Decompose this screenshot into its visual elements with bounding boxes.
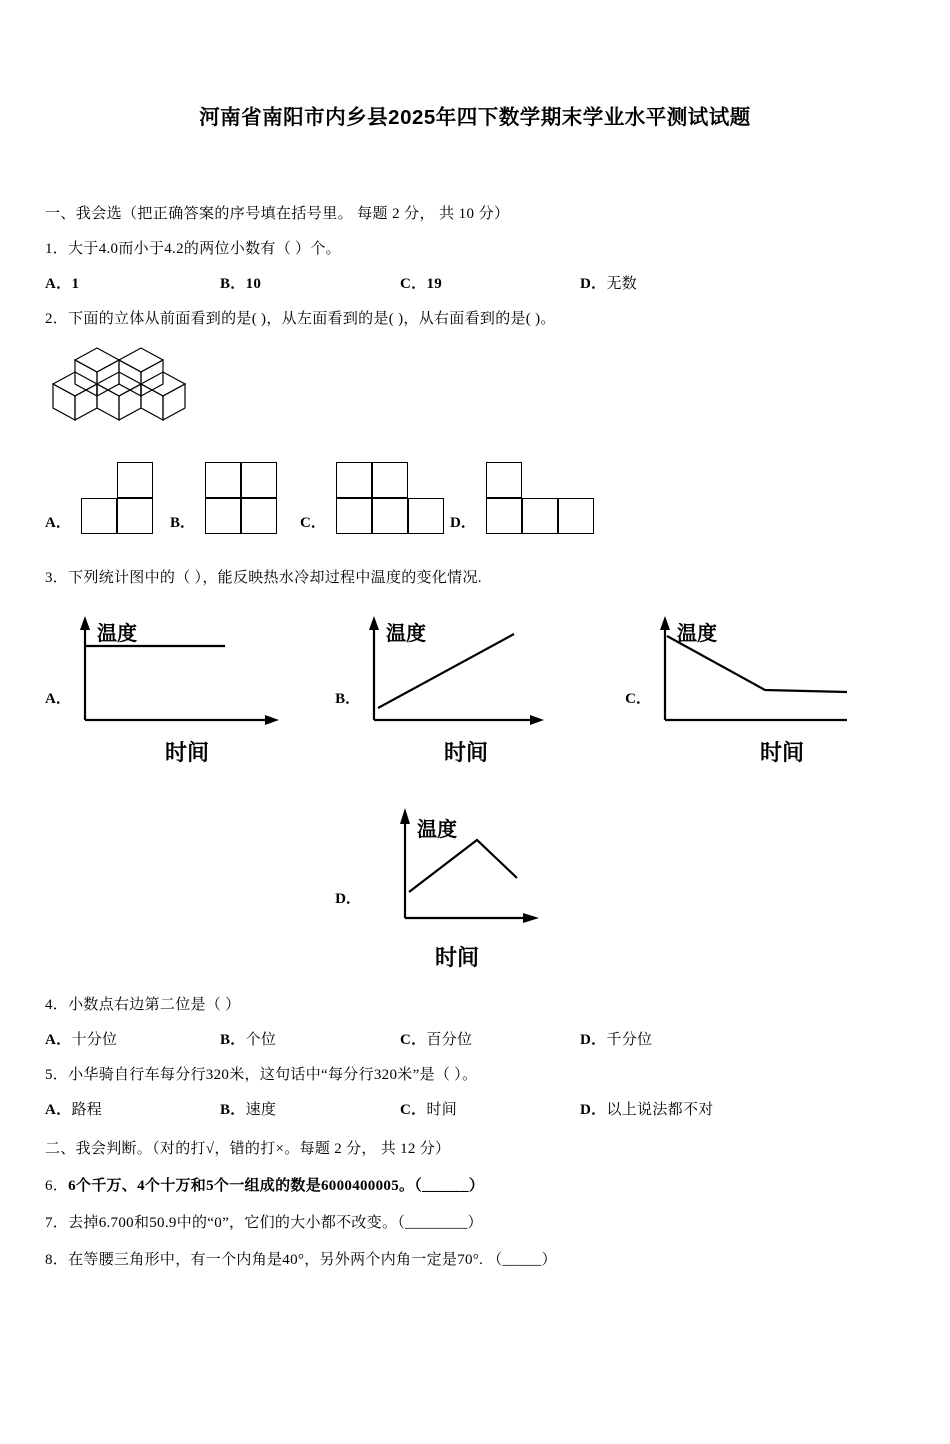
question-6-text: 6个千万、4个十万和5个一组成的数是6000400005。（______）	[68, 1178, 485, 1194]
chart-d-ylabel: 温度	[416, 819, 457, 841]
section-heading-1: 一、我会选（把正确答案的序号填在括号里。 每题 2 分， 共 10 分）	[45, 206, 510, 222]
question-1-options	[45, 272, 905, 293]
question-7-text: 去掉6.700和50.9中的“0”，它们的大小都不改变。（________）	[68, 1215, 483, 1231]
page-title: 河南省南阳市内乡县2025年四下数学期末学业水平测试试题	[199, 106, 751, 129]
option-2-c-label: C．	[300, 515, 326, 531]
chart-b-xlabel: 时间	[444, 739, 489, 765]
chart-c-xlabel: 时间	[760, 739, 805, 765]
option-4-b-label: B．	[220, 1032, 246, 1048]
option-2-a-shape	[81, 462, 155, 536]
option-5-d[interactable]	[580, 1098, 714, 1119]
option-2-a-label: A．	[45, 515, 71, 531]
option-1-b[interactable]	[220, 272, 400, 293]
question-8-text: 在等腰三角形中，有一个内角是40°，另外两个内角一定是70°. （_____）	[68, 1252, 557, 1268]
option-4-c[interactable]	[400, 1028, 580, 1049]
chart-c-ylabel: 温度	[677, 622, 717, 645]
question-8	[45, 1248, 905, 1269]
question-2-options	[45, 456, 905, 536]
question-1	[45, 237, 905, 258]
option-2-a[interactable]	[45, 462, 170, 536]
option-5-a-text: 路程	[71, 1102, 103, 1118]
option-1-a[interactable]	[45, 272, 220, 293]
option-4-a-text: 十分位	[71, 1032, 118, 1048]
option-3-a[interactable]	[45, 605, 335, 770]
question-1-number: 1．	[45, 241, 69, 257]
option-1-c[interactable]	[400, 272, 580, 293]
question-4-text: 小数点右边第二位是（ ）	[68, 997, 241, 1013]
option-2-d-label: D．	[450, 515, 476, 531]
option-2-b[interactable]	[170, 462, 300, 536]
question-8-number: 8．	[45, 1252, 69, 1268]
question-5-options	[45, 1098, 905, 1119]
chart-d-rise-fall	[365, 800, 615, 975]
option-1-d-label: D．	[580, 276, 607, 292]
question-3	[45, 566, 905, 587]
option-4-a[interactable]	[45, 1028, 220, 1049]
option-1-a-text: 1	[71, 276, 80, 292]
question-2-figure	[45, 338, 905, 438]
question-7	[45, 1211, 905, 1232]
option-3-d[interactable]	[335, 800, 615, 975]
section-heading-2: 二、我会判断。（对的打√，错的打×。每题 2 分， 共 12 分）	[45, 1141, 451, 1157]
question-3-options	[45, 605, 905, 770]
option-2-b-shape	[205, 462, 279, 536]
exam-page	[0, 100, 950, 1444]
option-5-a[interactable]	[45, 1098, 220, 1119]
question-5	[45, 1063, 905, 1084]
option-3-d-label: D．	[335, 891, 361, 907]
option-3-a-label: A．	[45, 691, 71, 707]
option-5-d-label: D．	[580, 1102, 607, 1118]
option-1-d[interactable]	[580, 272, 637, 293]
question-3-number: 3．	[45, 570, 69, 586]
chart-a-ylabel: 温度	[96, 622, 137, 645]
option-2-c[interactable]	[300, 462, 450, 536]
option-1-d-text: 无数	[606, 276, 638, 292]
option-1-b-text: 10	[245, 276, 262, 292]
option-4-b-text: 个位	[245, 1032, 277, 1048]
question-4-number: 4．	[45, 997, 69, 1013]
question-4	[45, 993, 905, 1014]
option-4-b[interactable]	[220, 1028, 400, 1049]
chart-c-falling	[655, 608, 905, 768]
question-2	[45, 307, 905, 328]
chart-b-ylabel: 温度	[386, 622, 427, 645]
question-2-number: 2．	[45, 311, 69, 327]
option-2-d-shape	[486, 462, 596, 536]
option-1-b-label: B．	[220, 276, 246, 292]
chart-b-rising	[364, 608, 614, 768]
option-3-c-label: C．	[625, 691, 651, 707]
question-5-text: 小华骑自行车每分行320米，这句话中“每分行320米”是（ ）。	[68, 1067, 478, 1083]
option-5-b-text: 速度	[245, 1102, 277, 1118]
option-5-c-text: 时间	[426, 1102, 458, 1118]
option-5-c[interactable]	[400, 1098, 580, 1119]
question-5-number: 5．	[45, 1067, 69, 1083]
option-1-a-label: A．	[45, 276, 72, 292]
option-1-c-text: 19	[426, 276, 443, 292]
option-3-b-label: B．	[335, 691, 361, 707]
question-4-options	[45, 1028, 905, 1049]
question-1-text: 大于4.0而小于4.2的两位小数有（ ）个。	[68, 241, 341, 257]
option-1-c-label: C．	[400, 276, 427, 292]
option-5-c-label: C．	[400, 1102, 427, 1118]
option-4-c-text: 百分位	[426, 1032, 473, 1048]
option-4-a-label: A．	[45, 1032, 72, 1048]
question-6	[45, 1174, 905, 1195]
option-2-d[interactable]	[450, 462, 596, 536]
option-5-b-label: B．	[220, 1102, 246, 1118]
cube-stack-icon	[45, 338, 225, 438]
chart-a-xlabel: 时间	[164, 739, 209, 765]
question-7-number: 7．	[45, 1215, 69, 1231]
option-5-b[interactable]	[220, 1098, 400, 1119]
option-4-d-label: D．	[580, 1032, 607, 1048]
chart-a-flat	[75, 608, 325, 768]
option-2-b-label: B．	[170, 515, 196, 531]
option-5-d-text: 以上说法都不对	[606, 1102, 714, 1118]
question-3-text: 下列统计图中的（ ），能反映热水冷却过程中温度的变化情况.	[68, 570, 482, 586]
option-3-c[interactable]	[625, 605, 905, 770]
chart-d-xlabel: 时间	[434, 945, 479, 970]
option-4-d-text: 千分位	[606, 1032, 653, 1048]
question-6-number: 6．	[45, 1178, 69, 1194]
option-4-d[interactable]	[580, 1028, 652, 1049]
option-3-b[interactable]	[335, 605, 625, 770]
option-2-c-shape	[336, 462, 446, 536]
option-5-a-label: A．	[45, 1102, 72, 1118]
question-2-text: 下面的立体从前面看到的是( )，从左面看到的是( )，从右面看到的是( )。	[68, 311, 556, 327]
option-4-c-label: C．	[400, 1032, 427, 1048]
question-3-option-d-wrap	[45, 800, 905, 975]
